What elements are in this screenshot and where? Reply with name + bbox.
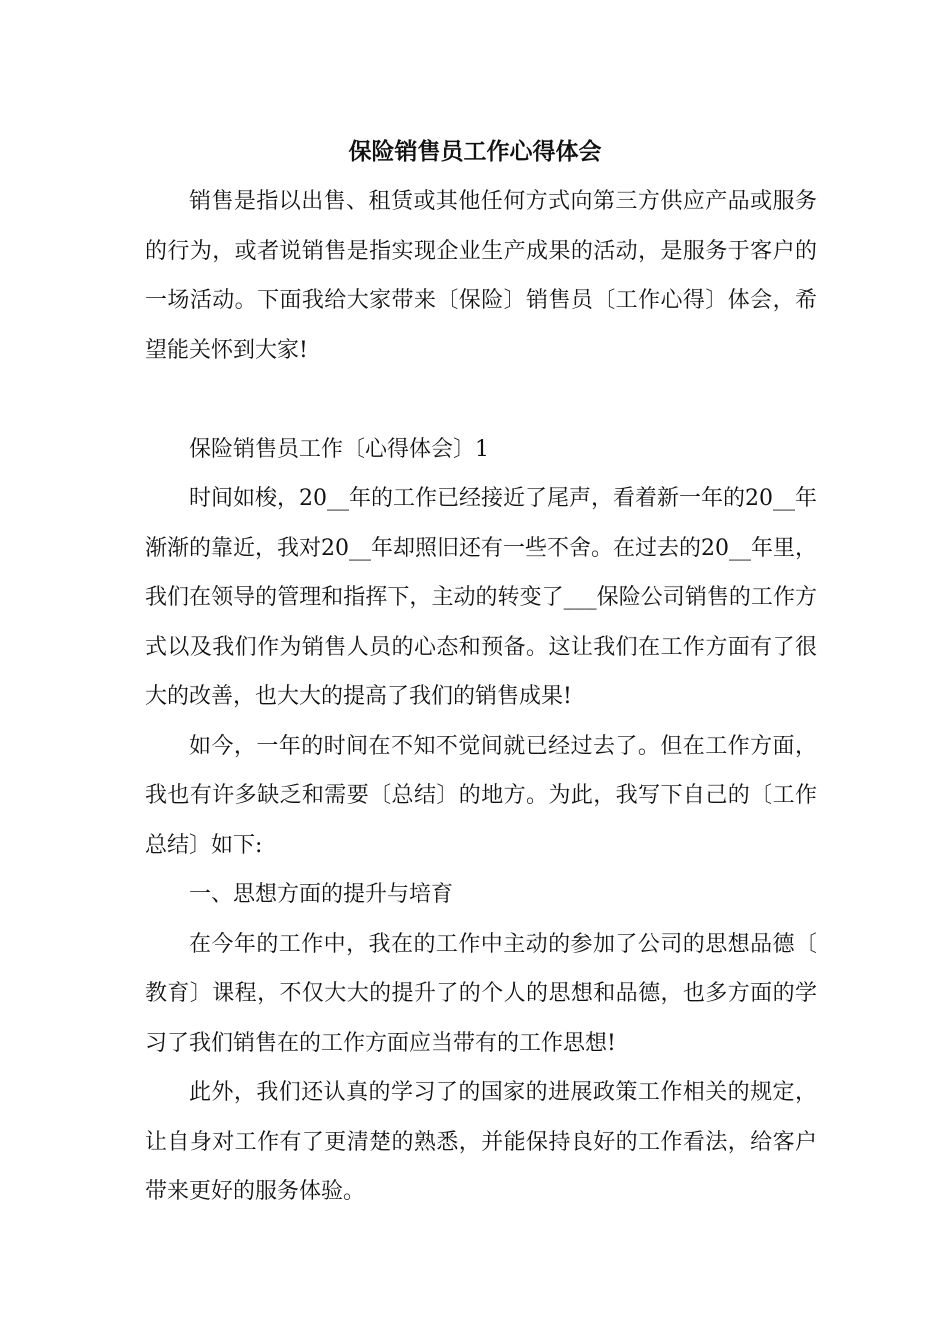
intro-paragraph: 销售是指以出售、租赁或其他任何方式向第三方供应产品或服务的行为，或者说销售是指实现企业生产成果的活动，是服务于客户的一场活动。下面我给大家带来〔保险〕销售员〔工作心得〕体会，希望能关怀到大家! [145, 189, 817, 363]
subsection-heading: 一、思想方面的提升与培育 [189, 882, 454, 907]
paragraph-spacer [145, 375, 817, 425]
body-paragraph: 此外，我们还认真的学习了的国家的进展政策工作相关的规定，让自身对工作有了更清楚的熟悉，并能保持良好的工作看法，给客户带来更好的服务体验。 [145, 1080, 817, 1204]
section-heading: 保险销售员工作〔心得体会〕1 [189, 436, 489, 462]
body-paragraph: 在今年的工作中，我在的工作中主动的参加了公司的思想品德〔教育〕课程，不仅大大的提升了的个人的思想和品德，也多方面的学习了我们销售在的工作方面应当带有的工作思想! [145, 931, 817, 1056]
body-paragraph: 时间如梭，20__年的工作已经接近了尾声，看着新一年的20__年渐渐的靠近，我对20__年却照旧还有一些不舍。在过去的20__年里，我们在领导的管理和指挥下，主动的转变了___保险公司销售的工作方式以及我们作为销售人员的心态和预备。这让我们在工作方面有了很大的改善，也大大的提高了我们的销售成果! [145, 486, 817, 709]
body-paragraph: 如今，一年的时间在不知不觉间就已经过去了。但在工作方面，我也有许多缺乏和需要〔总结〕的地方。为此，我写下自己的〔工作总结〕如下: [145, 733, 817, 858]
document-body [145, 177, 817, 1217]
document-title: 保险销售员工作心得体会 [348, 138, 602, 165]
